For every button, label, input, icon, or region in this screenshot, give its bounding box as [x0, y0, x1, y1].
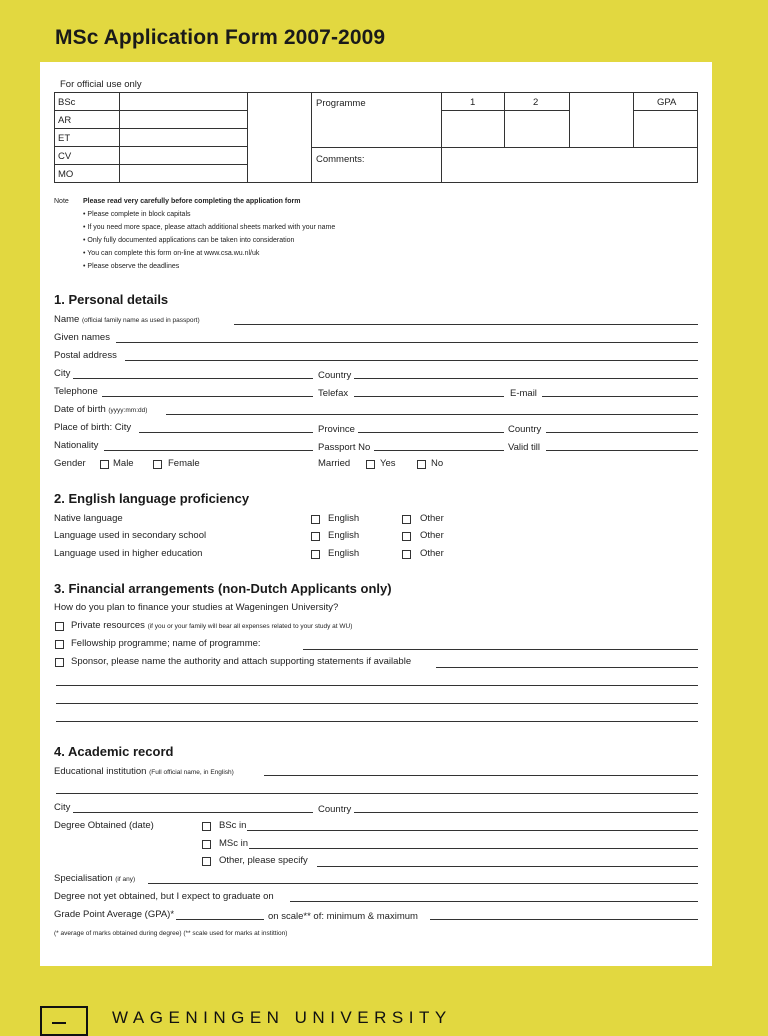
pob-country-field[interactable]	[546, 432, 698, 433]
other-degree-checkbox[interactable]	[202, 857, 211, 866]
official-row-label: ET	[54, 128, 120, 147]
valid-till-label: Valid till	[508, 442, 541, 453]
comments-field[interactable]	[441, 147, 698, 183]
graduate-date-field[interactable]	[290, 901, 698, 902]
private-resources-label: Private resources (if you or your family will bear all expenses related to your study at WU)	[71, 620, 353, 631]
country-field[interactable]	[354, 378, 698, 379]
note-label: Note	[54, 198, 69, 205]
bsc-label: BSc in	[219, 820, 247, 831]
gpa-label: Grade Point Average (GPA)*	[54, 909, 175, 920]
other-degree-label: Other, please specify	[219, 855, 308, 866]
financial-heading: 3. Financial arrangements (non-Dutch Applicants only)	[54, 581, 392, 596]
msc-label: MSc in	[219, 838, 249, 849]
personal-details-heading: 1. Personal details	[54, 292, 169, 307]
higher-english-label: English	[328, 548, 360, 559]
married-no-label: No	[431, 458, 444, 469]
university-name: WAGENINGEN UNIVERSITY	[112, 1008, 452, 1027]
msc-field[interactable]	[249, 848, 698, 849]
official-use-heading: For official use only	[60, 79, 142, 90]
academic-city-field[interactable]	[73, 812, 313, 813]
private-resources-checkbox[interactable]	[55, 622, 64, 631]
official-row-label: CV	[54, 146, 120, 165]
email-label: E-mail	[510, 388, 537, 399]
academic-country-label: Country	[318, 804, 352, 815]
gender-female-label: Female	[168, 458, 200, 469]
english-heading: 2. English language proficiency	[54, 491, 250, 506]
higher-language-label: Language used in higher education	[54, 548, 203, 559]
programme-col-2: 2	[504, 92, 570, 111]
official-row-value[interactable]	[119, 146, 248, 165]
programme-cell: Programme	[311, 92, 442, 148]
programme-value-2[interactable]	[504, 110, 570, 148]
pob-city-field[interactable]	[139, 432, 313, 433]
other-degree-field[interactable]	[317, 866, 698, 867]
married-yes-checkbox[interactable]	[366, 460, 375, 469]
academic-heading: 4. Academic record	[54, 744, 174, 759]
country-label: Country	[318, 370, 352, 381]
higher-other-checkbox[interactable]	[402, 550, 411, 559]
page-title: MSc Application Form 2007-2009	[55, 26, 386, 49]
financial-question: How do you plan to finance your studies at Wageningen University?	[54, 602, 339, 613]
gpa-field[interactable]	[176, 919, 264, 920]
gender-male-checkbox[interactable]	[100, 460, 109, 469]
dob-field[interactable]	[166, 414, 698, 415]
fellowship-checkbox[interactable]	[55, 640, 64, 649]
university-logo	[40, 1006, 88, 1036]
official-blank-cell	[247, 92, 312, 183]
native-english-label: English	[328, 513, 360, 524]
bsc-checkbox[interactable]	[202, 822, 211, 831]
programme-col-1: 1	[441, 92, 505, 111]
married-no-checkbox[interactable]	[417, 460, 426, 469]
email-field[interactable]	[542, 396, 698, 397]
sponsor-field[interactable]	[436, 667, 698, 668]
degree-obtained-label: Degree Obtained (date)	[54, 820, 154, 831]
higher-other-label: Other	[420, 548, 444, 559]
telefax-field[interactable]	[354, 396, 504, 397]
official-row-label: BSc	[54, 92, 120, 111]
native-other-checkbox[interactable]	[402, 515, 411, 524]
passport-label: Passport No	[318, 442, 371, 453]
name-label: Name (official family name as used in passport)	[54, 314, 200, 325]
secondary-english-checkbox[interactable]	[311, 532, 320, 541]
official-row-value[interactable]	[119, 164, 248, 183]
official-row-value[interactable]	[119, 128, 248, 147]
academic-country-field[interactable]	[354, 812, 698, 813]
gender-male-label: Male	[113, 458, 134, 469]
gender-label: Gender	[54, 458, 86, 469]
gpa-header: GPA	[633, 92, 698, 111]
sponsor-field-line[interactable]	[56, 703, 698, 704]
telephone-label: Telephone	[54, 386, 98, 397]
official-row-value[interactable]	[119, 92, 248, 111]
sponsor-checkbox[interactable]	[55, 658, 64, 667]
gpa-footnote: (* average of marks obtained during degree) (** scale used for marks at instittion)	[54, 930, 288, 937]
dob-label: Date of birth (yyyy:mm:dd)	[54, 404, 148, 415]
note-bullet: • If you need more space, please attach additional sheets marked with your name	[83, 224, 336, 231]
married-yes-label: Yes	[380, 458, 396, 469]
comments-label-cell: Comments:	[311, 147, 442, 183]
note-heading: Please read very carefully before completing the application form	[83, 198, 301, 205]
higher-english-checkbox[interactable]	[311, 550, 320, 559]
telefax-label: Telefax	[318, 388, 349, 399]
secondary-other-label: Other	[420, 530, 444, 541]
specialisation-label: Specialisation (if any)	[54, 873, 136, 884]
given-names-field[interactable]	[116, 342, 698, 343]
postal-address-field[interactable]	[125, 360, 698, 361]
institution-field[interactable]	[264, 775, 698, 776]
native-english-checkbox[interactable]	[311, 515, 320, 524]
postal-address-label: Postal address	[54, 350, 117, 361]
city-label: City	[54, 368, 71, 379]
scale-field[interactable]	[430, 919, 698, 920]
graduate-date-label: Degree not yet obtained, but I expect to graduate on	[54, 891, 274, 902]
academic-city-label: City	[54, 802, 71, 813]
pob-country-label: Country	[508, 424, 542, 435]
native-other-label: Other	[420, 513, 444, 524]
form-sheet	[40, 62, 712, 966]
pob-label: Place of birth: City	[54, 422, 132, 433]
bsc-field[interactable]	[247, 830, 698, 831]
secondary-other-checkbox[interactable]	[402, 532, 411, 541]
nationality-field[interactable]	[104, 450, 313, 451]
note-bullet: • Please observe the deadlines	[83, 263, 180, 270]
province-label: Province	[318, 424, 355, 435]
gpa-value[interactable]	[633, 110, 698, 148]
programme-col-3[interactable]	[569, 92, 634, 148]
city-field[interactable]	[73, 378, 313, 379]
msc-checkbox[interactable]	[202, 840, 211, 849]
married-label: Married	[318, 458, 351, 469]
gender-female-checkbox[interactable]	[153, 460, 162, 469]
note-bullet: • Only fully documented applications can be taken into consideration	[83, 237, 295, 244]
institution-label: Educational institution (Full official name, in English)	[54, 766, 234, 777]
sponsor-field-line[interactable]	[56, 721, 698, 722]
official-row-value[interactable]	[119, 110, 248, 129]
note-bullet: • You can complete this form on-line at www.csa.wu.nl/uk	[83, 250, 260, 257]
note-bullet: • Please complete in block capitals	[83, 211, 191, 218]
sponsor-label: Sponsor, please name the authority and attach supporting statements if available	[71, 656, 412, 667]
programme-value-1[interactable]	[441, 110, 505, 148]
specialisation-field[interactable]	[148, 883, 698, 884]
official-row-label: AR	[54, 110, 120, 129]
secondary-english-label: English	[328, 530, 360, 541]
fellowship-field[interactable]	[303, 649, 698, 650]
native-language-label: Native language	[54, 513, 123, 524]
sponsor-field-line[interactable]	[56, 685, 698, 686]
telephone-field[interactable]	[102, 396, 313, 397]
name-field[interactable]	[234, 324, 698, 325]
fellowship-label: Fellowship programme; name of programme:	[71, 638, 261, 649]
valid-till-field[interactable]	[546, 450, 698, 451]
scale-label: on scale** of: minimum & maximum	[268, 911, 418, 922]
passport-field[interactable]	[374, 450, 504, 451]
secondary-language-label: Language used in secondary school	[54, 530, 207, 541]
institution-field-line[interactable]	[56, 793, 698, 794]
province-field[interactable]	[358, 432, 504, 433]
given-names-label: Given names	[54, 332, 110, 343]
official-row-label: MO	[54, 164, 120, 183]
nationality-label: Nationality	[54, 440, 99, 451]
